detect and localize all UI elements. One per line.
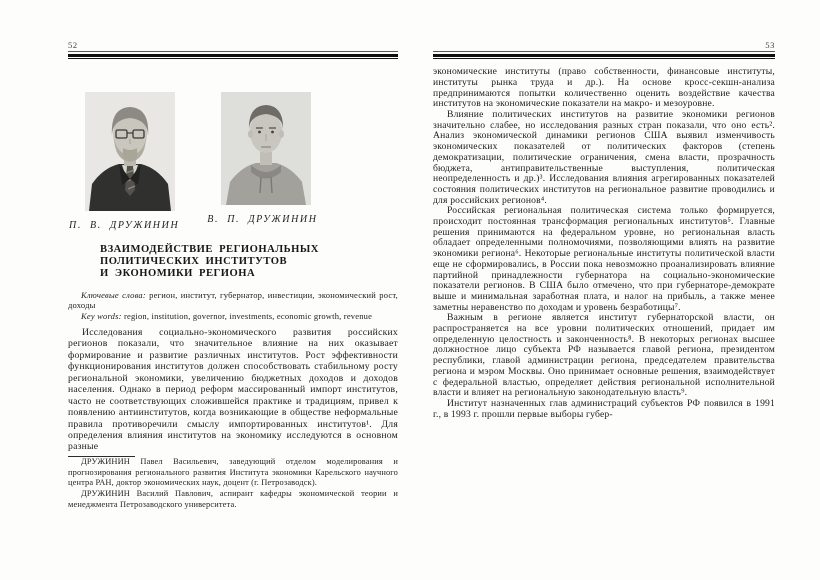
- right-page-header: [433, 41, 775, 59]
- header-rule-thick: [433, 54, 775, 57]
- author-photo-vp-druzhinin: [221, 92, 311, 205]
- keywords-en-text: region, institution, governor, investments, economic growth, revenue: [121, 310, 373, 321]
- right-body-paragraph-1: экономические институты (право собственности, финансовые институты, институты рынка труда и др.). На основе кросс-секшн-анализа предпринимаются попытки количественно оценить воздействие качества институтов на экономические показатели на макро- и мезоуровне.: [433, 66, 775, 110]
- article-title: [100, 244, 398, 279]
- article-title-line-1: ВЗАИМОДЕЙСТВИЕ РЕГИОНАЛЬНЫХ: [100, 244, 319, 256]
- keywords-ru: [68, 290, 398, 310]
- article-title-line-2: ПОЛИТИЧЕСКИХ ИНСТИТУТОВ: [100, 255, 288, 267]
- keywords-en-label: Key words:: [81, 310, 122, 321]
- keywords-ru-label: Ключевые слова:: [81, 290, 146, 301]
- header-rule-thin: [433, 51, 775, 52]
- author-block-pv-druzhinin: [69, 92, 180, 232]
- right-body-paragraph-2: Влияние политических институтов на развитие экономики регионов значительно слабее, но исследования разных стран показали, что оно есть². Анализ экономической динамики регионов США выявил изменчивость экономических показателей от политических факторов (степень демократизации, политические ограничения, смена власти, прозрачность бюджета, антиправительственные выступления, политическая неопределенность и др.)³. Исследования влияния агрегированных показателей состояния политических институтов на региональное развитие проводились и для российских регионов⁴.: [433, 108, 775, 206]
- right-page: [433, 0, 775, 420]
- article-title-line-3: И ЭКОНОМИКИ РЕГИОНА: [100, 267, 256, 279]
- right-body-paragraph-3: Российская региональная политическая система только формируется, происходит постоянная трансформация региональных институтов⁵. Главные решения принимаются на федеральном уровне, но региональная власть обладает определенными полномочиями, позволяющими влиять на развитие экономики региона⁶. Некоторые региональные институты политической власти еще не сформировались, в России пока невозможно проанализировать влияние партийной принадлежности губернатора на социально-экономические показатели регионов. В США было отмечено, что при губернаторе-демократе выше и минимальная заработная плата, и налог на прибыль, а также менее заметны неравенство по доходам и уровень безработицы⁷.: [433, 205, 775, 313]
- authors-row: [69, 92, 398, 232]
- right-body-paragraph-4: Важным в регионе является институт губернаторской власти, он распространяется на все уровни политических отношений, придает им определенную целостность и законченность⁸. В некоторых регионах высшее должностное лицо субъекта РФ называется главой региона, президентом республики, главой администрации региона, председателем правительства региона и мэром Москвы. Оно принимает основные решения, взаимодействует с федеральной властью, определяет действия региональной исполнительной власти и влияет на региональную законодательную власть⁹.: [433, 312, 775, 399]
- header-rule-thin: [68, 51, 398, 52]
- left-page: [68, 0, 398, 510]
- left-body-paragraph: Исследования социально-экономического развития российских регионов показали, что значительное влияние на них оказывает формирование и развитие различных институтов. Рост эффективности функционирования институтов должен способствовать стабильному росту региональной экономики, увеличению бюджетных доходов и доходов населения. Однако в период реформ массированный импорт институтов, часто не соответствующих сложившейся практике и традициям, привел к появлению антиинститутов, когда возникающие в обществе неформальные правила противоречили смыслу импортированных институтов¹. Для определения влияния институтов на экономику исследуются в основном разные: [68, 326, 398, 453]
- author-block-vp-druzhinin: [207, 92, 318, 226]
- header-rule-bottom: [68, 58, 398, 59]
- footnote-author-1: ДРУЖИНИН Павел Васильевич, заведующий отделом моделирования и прогнозирования регионального развития Института экономики Карельского научного центра РАН, доктор экономических наук, доцент (г. Петрозаводск).: [68, 456, 398, 488]
- page-number-right: 53: [765, 40, 775, 50]
- author-name-vp: В. П. ДРУЖИНИН: [207, 214, 318, 226]
- page-number-left: 52: [68, 40, 78, 50]
- keywords-ru-text: регион, институт, губернатор, инвестиции, экономический рост, доходы: [68, 290, 398, 311]
- header-rule-thick: [68, 54, 398, 57]
- author-photo-pv-druzhinin: [85, 92, 175, 211]
- author-name-pv: П. В. ДРУЖИНИН: [69, 220, 180, 232]
- header-rule-bottom: [433, 58, 775, 59]
- keywords-en: [68, 311, 398, 321]
- footnote-author-2: ДРУЖИНИН Василий Павлович, аспирант кафедры экономической теории и менеджмента Петрозаводского университета.: [68, 488, 398, 509]
- left-page-header: [68, 41, 398, 59]
- right-body-paragraph-5: Институт назначенных глав администраций субъектов РФ появился в 1991 г., в 1993 г. прошли первые выборы губер-: [433, 397, 775, 420]
